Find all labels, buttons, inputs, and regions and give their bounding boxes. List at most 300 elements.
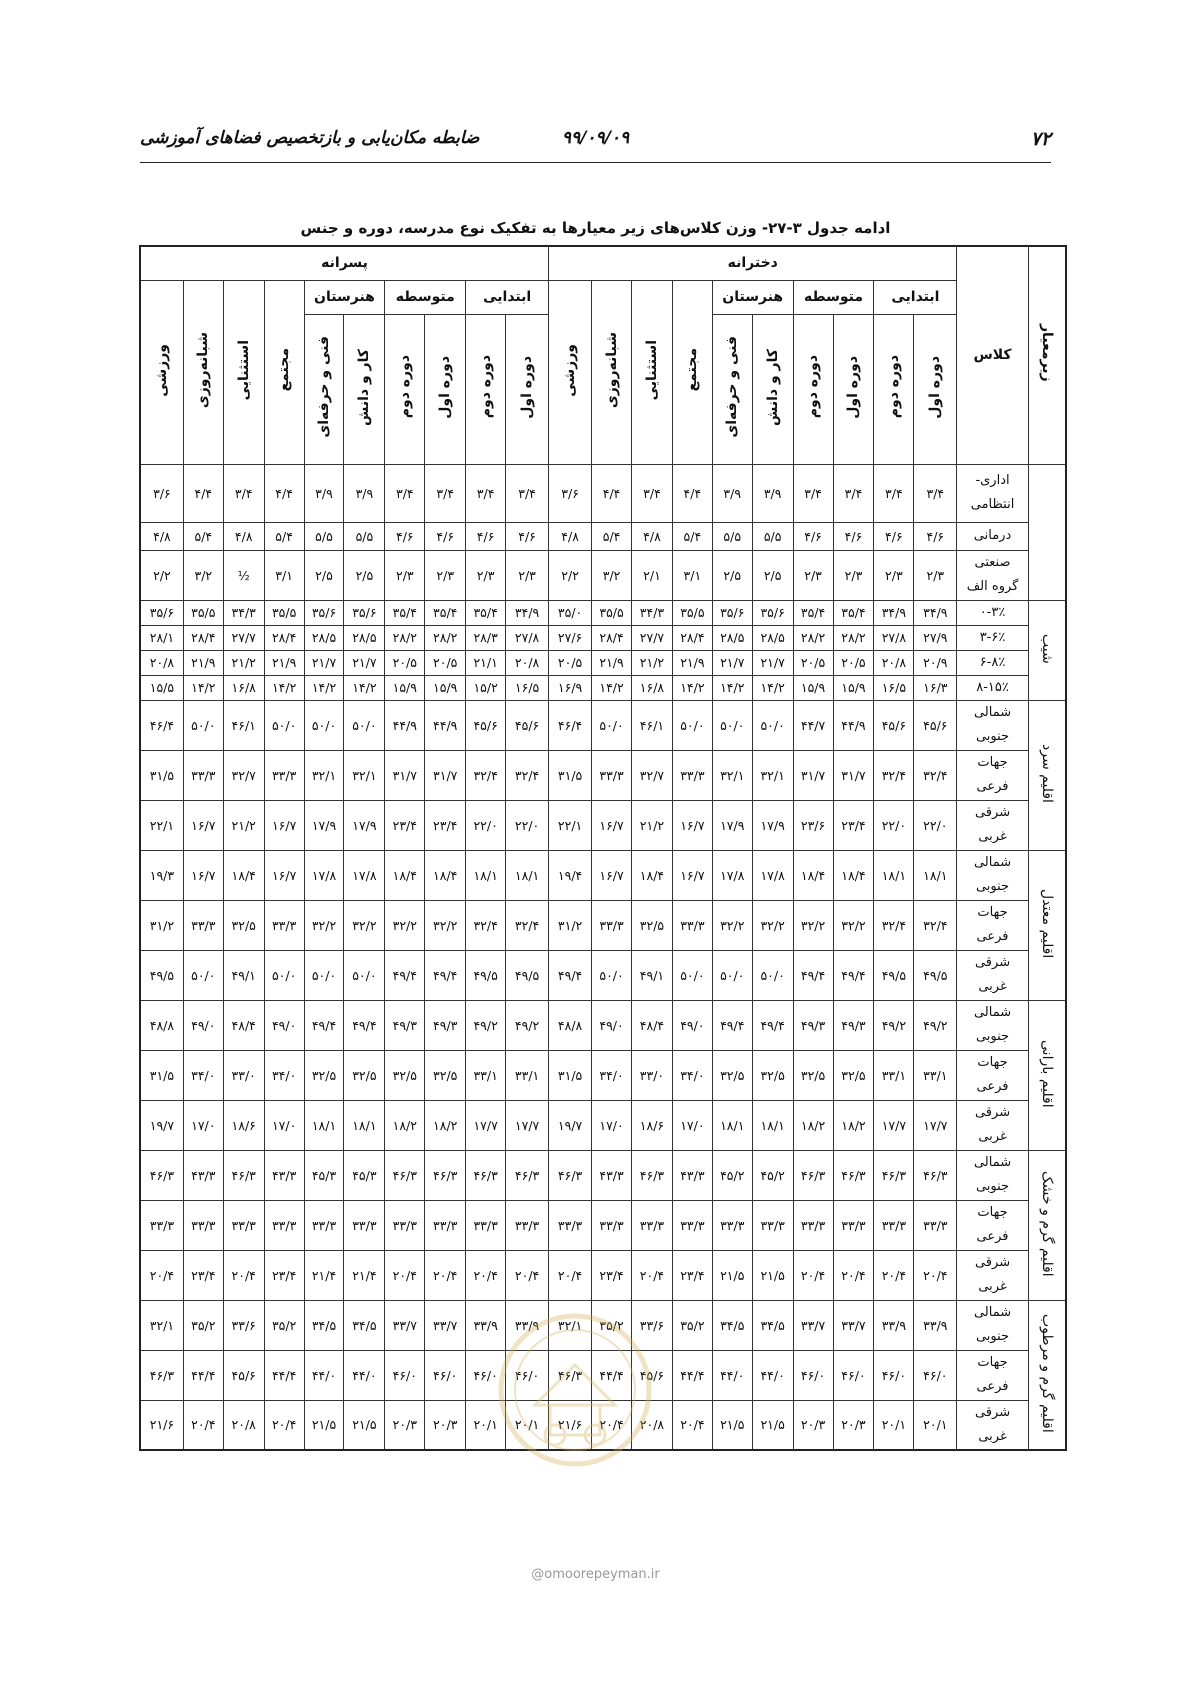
value-cell: ۱۶/۷ bbox=[264, 850, 304, 900]
value-cell: ۲۱/۲ bbox=[632, 800, 673, 850]
value-cell: ۱۷/۷ bbox=[466, 1100, 506, 1150]
class-label: شرقی غربی bbox=[957, 950, 1028, 1000]
value-cell: ۳/۴ bbox=[385, 464, 425, 522]
value-cell: ۳/۱ bbox=[672, 550, 712, 600]
value-cell: ۳۱/۲ bbox=[549, 900, 592, 950]
value-cell: ۲۰/۴ bbox=[914, 1250, 957, 1300]
value-cell: ۴۶/۳ bbox=[466, 1150, 506, 1200]
value-cell: ۳/۹ bbox=[344, 464, 385, 522]
value-cell: ۳۲/۲ bbox=[833, 900, 874, 950]
value-cell: ۳۳/۳ bbox=[140, 1200, 183, 1250]
table-row bbox=[140, 1000, 1066, 1050]
value-cell: ۲۸/۴ bbox=[264, 625, 304, 650]
value-cell: ۲۷/۸ bbox=[506, 625, 549, 650]
value-cell: ۴/۶ bbox=[833, 522, 874, 550]
value-cell: ۴/۸ bbox=[223, 522, 264, 550]
value-cell: ۴۴/۴ bbox=[672, 1350, 712, 1400]
value-cell: ۱۶/۷ bbox=[183, 800, 223, 850]
value-cell: ۳۲/۴ bbox=[874, 750, 914, 800]
value-cell: ۲۰/۴ bbox=[793, 1250, 833, 1300]
boys-exceptional-header bbox=[223, 280, 264, 464]
value-cell: ۴۹/۴ bbox=[833, 950, 874, 1000]
value-cell: ۴۹/۰ bbox=[592, 1000, 632, 1050]
value-cell: ۴۹/۴ bbox=[344, 1000, 385, 1050]
value-cell: ۱۷/۷ bbox=[874, 1100, 914, 1150]
value-cell: ۳۲/۲ bbox=[712, 900, 752, 950]
value-cell: ۵/۴ bbox=[592, 522, 632, 550]
value-cell: ۴۵/۶ bbox=[914, 700, 957, 750]
value-cell: ۳۳/۳ bbox=[632, 1200, 673, 1250]
value-cell: ۳۲/۵ bbox=[752, 1050, 793, 1100]
value-cell: ۲۱/۴ bbox=[304, 1250, 344, 1300]
value-cell: ۲۰/۳ bbox=[385, 1400, 425, 1450]
value-cell: ۳۳/۷ bbox=[385, 1300, 425, 1350]
value-cell: ۳۲/۵ bbox=[712, 1050, 752, 1100]
value-cell: ۳۲/۲ bbox=[425, 900, 466, 950]
value-cell: ۲۱/۹ bbox=[183, 650, 223, 675]
subcriteria-header bbox=[1028, 246, 1066, 464]
value-cell: ۳۲/۵ bbox=[385, 1050, 425, 1100]
value-cell: ½ bbox=[223, 550, 264, 600]
value-cell: ۴۹/۲ bbox=[914, 1000, 957, 1050]
group-cell bbox=[1028, 464, 1066, 600]
value-cell: ۴/۸ bbox=[140, 522, 183, 550]
group-label: اقلیم معتدل bbox=[1038, 888, 1055, 959]
value-cell: ۳۱/۷ bbox=[793, 750, 833, 800]
value-cell: ۳/۴ bbox=[223, 464, 264, 522]
value-cell: ۴۵/۳ bbox=[344, 1150, 385, 1200]
class-header: کلاس bbox=[957, 246, 1028, 464]
value-cell: ۳۲/۱ bbox=[304, 750, 344, 800]
class-label: شرقی غربی bbox=[957, 800, 1028, 850]
girls-exceptional-header bbox=[632, 280, 673, 464]
value-cell: ۴۶/۰ bbox=[425, 1350, 466, 1400]
value-cell: ۳۵/۲ bbox=[672, 1300, 712, 1350]
value-cell: ۳۵/۶ bbox=[712, 600, 752, 625]
value-cell: ۱۴/۲ bbox=[592, 675, 632, 700]
boys-subcol-header-0 bbox=[506, 314, 549, 464]
value-cell: ۳۳/۳ bbox=[506, 1200, 549, 1250]
value-cell: ۲۲/۱ bbox=[140, 800, 183, 850]
value-cell: ۳/۴ bbox=[506, 464, 549, 522]
value-cell: ۲۰/۸ bbox=[223, 1400, 264, 1450]
value-cell: ۲۳/۴ bbox=[425, 800, 466, 850]
value-cell: ۴۶/۳ bbox=[549, 1350, 592, 1400]
value-cell: ۳/۴ bbox=[874, 464, 914, 522]
value-cell: ۳۲/۷ bbox=[632, 750, 673, 800]
value-cell: ۳۲/۴ bbox=[914, 750, 957, 800]
value-cell: ۱۶/۷ bbox=[183, 850, 223, 900]
value-cell: ۳/۴ bbox=[793, 464, 833, 522]
value-cell: ۳۳/۳ bbox=[672, 1200, 712, 1250]
value-cell: ۲۷/۸ bbox=[874, 625, 914, 650]
value-cell: ۲۱/۷ bbox=[712, 650, 752, 675]
value-cell: ۱۶/۵ bbox=[874, 675, 914, 700]
table-caption: ادامه جدول ۳-۲۷- وزن کلاس‌های زیر معیارها به تفکیک نوع مدرسه، دوره و جنس bbox=[300, 219, 891, 237]
value-cell: ۲۱/۵ bbox=[712, 1250, 752, 1300]
value-cell: ۳/۶ bbox=[549, 464, 592, 522]
value-cell: ۴۶/۳ bbox=[632, 1150, 673, 1200]
value-cell: ۳۱/۷ bbox=[833, 750, 874, 800]
value-cell: ۲۰/۴ bbox=[385, 1250, 425, 1300]
value-cell: ۴۸/۸ bbox=[549, 1000, 592, 1050]
value-cell: ۲۰/۸ bbox=[874, 650, 914, 675]
value-cell: ۴۳/۳ bbox=[183, 1150, 223, 1200]
boys-middle-header: متوسطه bbox=[385, 280, 466, 314]
value-cell: ۴۴/۹ bbox=[425, 700, 466, 750]
class-label: درمانی bbox=[957, 522, 1028, 550]
value-cell: ۵/۴ bbox=[183, 522, 223, 550]
value-cell: ۴۶/۳ bbox=[833, 1150, 874, 1200]
value-cell: ۳۴/۰ bbox=[183, 1050, 223, 1100]
girls-subcol-header-text-4: کار و دانش bbox=[764, 348, 781, 426]
value-cell: ۴۶/۳ bbox=[874, 1150, 914, 1200]
value-cell: ۴/۶ bbox=[466, 522, 506, 550]
value-cell: ۳۳/۹ bbox=[506, 1300, 549, 1350]
value-cell: ۱۴/۲ bbox=[712, 675, 752, 700]
girls-subcol-header-text-2: دوره اول bbox=[845, 355, 862, 419]
girls-complex-header bbox=[672, 280, 712, 464]
value-cell: ۳۲/۱ bbox=[344, 750, 385, 800]
value-cell: ۲/۳ bbox=[466, 550, 506, 600]
value-cell: ۱۹/۴ bbox=[549, 850, 592, 900]
value-cell: ۲۱/۵ bbox=[712, 1400, 752, 1450]
value-cell: ۳۲/۵ bbox=[425, 1050, 466, 1100]
group-cell bbox=[1028, 600, 1066, 700]
value-cell: ۲/۳ bbox=[874, 550, 914, 600]
value-cell: ۲۱/۲ bbox=[223, 800, 264, 850]
table-row bbox=[140, 650, 1066, 675]
value-cell: ۲۸/۲ bbox=[425, 625, 466, 650]
value-cell: ۴۳/۳ bbox=[264, 1150, 304, 1200]
value-cell: ۱۸/۴ bbox=[223, 850, 264, 900]
boys-complex-header-text: مجتمع bbox=[276, 348, 293, 392]
class-label: شمالی جنوبی bbox=[957, 1000, 1028, 1050]
value-cell: ۲۳/۴ bbox=[833, 800, 874, 850]
value-cell: ۳/۲ bbox=[592, 550, 632, 600]
value-cell: ۴۳/۳ bbox=[592, 1150, 632, 1200]
value-cell: ۲۸/۱ bbox=[140, 625, 183, 650]
girls-complex-header-text: مجتمع bbox=[684, 348, 701, 392]
value-cell: ۲۸/۲ bbox=[793, 625, 833, 650]
value-cell: ۳۵/۵ bbox=[672, 600, 712, 625]
boys-boarding-header-text: شبانه‌روزی bbox=[195, 331, 212, 409]
value-cell: ۳۳/۳ bbox=[466, 1200, 506, 1250]
value-cell: ۴۹/۳ bbox=[833, 1000, 874, 1050]
value-cell: ۴۶/۴ bbox=[140, 700, 183, 750]
value-cell: ۴۴/۰ bbox=[304, 1350, 344, 1400]
value-cell: ۳۱/۵ bbox=[140, 1050, 183, 1100]
value-cell: ۲۱/۲ bbox=[223, 650, 264, 675]
value-cell: ۱۹/۳ bbox=[140, 850, 183, 900]
girls-vocational-header: هنرستان bbox=[712, 280, 793, 314]
girls-subcol-header-4 bbox=[752, 314, 793, 464]
header-row-level bbox=[140, 280, 1066, 314]
value-cell: ۳۳/۳ bbox=[672, 900, 712, 950]
value-cell: ۳۵/۴ bbox=[793, 600, 833, 625]
value-cell: ۱۶/۷ bbox=[592, 800, 632, 850]
girls-sports-header-text: ورزشی bbox=[562, 343, 579, 397]
value-cell: ۴۹/۱ bbox=[223, 950, 264, 1000]
table-row bbox=[140, 625, 1066, 650]
value-cell: ۳۱/۷ bbox=[425, 750, 466, 800]
value-cell: ۳۳/۰ bbox=[223, 1050, 264, 1100]
subcriteria-header-text: زیرمعیار bbox=[1038, 324, 1055, 383]
value-cell: ۴۵/۶ bbox=[466, 700, 506, 750]
value-cell: ۴۹/۲ bbox=[506, 1000, 549, 1050]
boys-subcol-header-text-1: دوره دوم bbox=[477, 355, 494, 419]
value-cell: ۲۰/۳ bbox=[793, 1400, 833, 1450]
value-cell: ۱۷/۹ bbox=[712, 800, 752, 850]
value-cell: ۴۹/۳ bbox=[793, 1000, 833, 1050]
value-cell: ۱۶/۸ bbox=[223, 675, 264, 700]
value-cell: ۴۹/۰ bbox=[264, 1000, 304, 1050]
value-cell: ۱۶/۹ bbox=[549, 675, 592, 700]
value-cell: ۴۴/۷ bbox=[793, 700, 833, 750]
value-cell: ۳۲/۴ bbox=[466, 900, 506, 950]
value-cell: ۲۷/۶ bbox=[549, 625, 592, 650]
value-cell: ۲۰/۳ bbox=[425, 1400, 466, 1450]
value-cell: ۲۱/۹ bbox=[264, 650, 304, 675]
value-cell: ۴۹/۵ bbox=[506, 950, 549, 1000]
value-cell: ۳۳/۳ bbox=[183, 750, 223, 800]
class-label: شرقی غربی bbox=[957, 1400, 1028, 1450]
value-cell: ۳۲/۲ bbox=[793, 900, 833, 950]
value-cell: ۳۲/۴ bbox=[874, 900, 914, 950]
value-cell: ۴۶/۰ bbox=[874, 1350, 914, 1400]
value-cell: ۳۳/۳ bbox=[425, 1200, 466, 1250]
value-cell: ۵۰/۰ bbox=[712, 700, 752, 750]
boys-sports-header bbox=[140, 280, 183, 464]
girls-subcol-header-3 bbox=[793, 314, 833, 464]
group-cell bbox=[1028, 1000, 1066, 1150]
boys-boarding-header bbox=[183, 280, 223, 464]
value-cell: ۱۸/۲ bbox=[793, 1100, 833, 1150]
table-row bbox=[140, 464, 1066, 522]
girls-subcol-header-1 bbox=[874, 314, 914, 464]
value-cell: ۲۰/۴ bbox=[264, 1400, 304, 1450]
value-cell: ۳۱/۵ bbox=[549, 1050, 592, 1100]
value-cell: ۴۴/۹ bbox=[833, 700, 874, 750]
group-cell bbox=[1028, 850, 1066, 1000]
value-cell: ۱۵/۵ bbox=[140, 675, 183, 700]
value-cell: ۳۳/۹ bbox=[914, 1300, 957, 1350]
value-cell: ۴۸/۴ bbox=[632, 1000, 673, 1050]
girls-subcol-header-text-0: دوره اول bbox=[927, 355, 944, 419]
value-cell: ۱۷/۹ bbox=[752, 800, 793, 850]
value-cell: ۲۳/۴ bbox=[385, 800, 425, 850]
class-label: جهات فرعی bbox=[957, 1050, 1028, 1100]
value-cell: ۴۹/۴ bbox=[712, 1000, 752, 1050]
group-label: اقلیم گرم و خشک bbox=[1038, 1170, 1055, 1277]
value-cell: ۱۷/۰ bbox=[264, 1100, 304, 1150]
value-cell: ۳۴/۵ bbox=[712, 1300, 752, 1350]
value-cell: ۴۹/۴ bbox=[793, 950, 833, 1000]
boys-subcol-header-text-3: دوره دوم bbox=[396, 355, 413, 419]
value-cell: ۳/۲ bbox=[183, 550, 223, 600]
table-row bbox=[140, 1150, 1066, 1200]
value-cell: ۲/۵ bbox=[752, 550, 793, 600]
value-cell: ۴۹/۴ bbox=[549, 950, 592, 1000]
value-cell: ۴۹/۰ bbox=[672, 1000, 712, 1050]
girls-subcol-header-text-1: دوره دوم bbox=[885, 355, 902, 419]
value-cell: ۲/۳ bbox=[506, 550, 549, 600]
value-cell: ۳۳/۷ bbox=[833, 1300, 874, 1350]
group-cell bbox=[1028, 1150, 1066, 1300]
value-cell: ۵/۵ bbox=[304, 522, 344, 550]
value-cell: ۴۶/۳ bbox=[793, 1150, 833, 1200]
value-cell: ۳۴/۰ bbox=[672, 1050, 712, 1100]
value-cell: ۱۸/۱ bbox=[874, 850, 914, 900]
value-cell: ۱۶/۵ bbox=[506, 675, 549, 700]
value-cell: ۲۷/۷ bbox=[632, 625, 673, 650]
value-cell: ۳۵/۰ bbox=[549, 600, 592, 625]
class-label: جهات فرعی bbox=[957, 1200, 1028, 1250]
value-cell: ۲/۵ bbox=[344, 550, 385, 600]
boys-subcol-header-2 bbox=[425, 314, 466, 464]
value-cell: ۲۲/۰ bbox=[874, 800, 914, 850]
value-cell: ۴۹/۵ bbox=[140, 950, 183, 1000]
value-cell: ۲/۳ bbox=[833, 550, 874, 600]
value-cell: ۴۹/۲ bbox=[466, 1000, 506, 1050]
value-cell: ۵/۴ bbox=[672, 522, 712, 550]
value-cell: ۳۴/۰ bbox=[264, 1050, 304, 1100]
value-cell: ۳/۹ bbox=[712, 464, 752, 522]
value-cell: ۵۰/۰ bbox=[672, 700, 712, 750]
boys-subcol-header-5 bbox=[304, 314, 344, 464]
value-cell: ۳۲/۴ bbox=[466, 750, 506, 800]
value-cell: ۲۱/۵ bbox=[344, 1400, 385, 1450]
value-cell: ۱۸/۱ bbox=[344, 1100, 385, 1150]
value-cell: ۳۲/۲ bbox=[304, 900, 344, 950]
value-cell: ۳۲/۲ bbox=[385, 900, 425, 950]
value-cell: ۳۳/۳ bbox=[304, 1200, 344, 1250]
value-cell: ۴۶/۳ bbox=[914, 1150, 957, 1200]
value-cell: ۴۹/۳ bbox=[425, 1000, 466, 1050]
group-label: اقلیم بارانی bbox=[1038, 1039, 1055, 1108]
value-cell: ۳۵/۴ bbox=[425, 600, 466, 625]
boys-vocational-header: هنرستان bbox=[304, 280, 385, 314]
value-cell: ۲۰/۴ bbox=[223, 1250, 264, 1300]
seal-watermark bbox=[495, 1310, 655, 1470]
value-cell: ۴/۸ bbox=[549, 522, 592, 550]
value-cell: ۱۸/۶ bbox=[223, 1100, 264, 1150]
value-cell: ۳۴/۵ bbox=[304, 1300, 344, 1350]
value-cell: ۴/۶ bbox=[793, 522, 833, 550]
value-cell: ۱۶/۸ bbox=[632, 675, 673, 700]
value-cell: ۴۶/۴ bbox=[549, 700, 592, 750]
class-label: شرقی غربی bbox=[957, 1100, 1028, 1150]
value-cell: ۲۳/۶ bbox=[793, 800, 833, 850]
value-cell: ۴/۶ bbox=[914, 522, 957, 550]
value-cell: ۲۰/۱ bbox=[914, 1400, 957, 1450]
class-label: صنعتی گروه الف bbox=[957, 550, 1028, 600]
value-cell: ۲/۲ bbox=[549, 550, 592, 600]
table-row bbox=[140, 750, 1066, 800]
value-cell: ۱۸/۱ bbox=[506, 850, 549, 900]
value-cell: ۵۰/۰ bbox=[592, 950, 632, 1000]
value-cell: ۳۳/۳ bbox=[833, 1200, 874, 1250]
value-cell: ۱۴/۲ bbox=[344, 675, 385, 700]
value-cell: ۲۲/۰ bbox=[914, 800, 957, 850]
value-cell: ۴۹/۵ bbox=[874, 950, 914, 1000]
value-cell: ۳۳/۶ bbox=[223, 1300, 264, 1350]
value-cell: ۱۷/۷ bbox=[506, 1100, 549, 1150]
value-cell: ۵۰/۰ bbox=[264, 700, 304, 750]
value-cell: ۲۰/۴ bbox=[183, 1400, 223, 1450]
value-cell: ۱۵/۹ bbox=[425, 675, 466, 700]
value-cell: ۵۰/۰ bbox=[752, 700, 793, 750]
value-cell: ۳۳/۳ bbox=[592, 750, 632, 800]
document-date: ۹۹/۰۹/۰۹ bbox=[561, 128, 630, 148]
value-cell: ۲۰/۸ bbox=[140, 650, 183, 675]
value-cell: ۲۸/۵ bbox=[752, 625, 793, 650]
value-cell: ۵۰/۰ bbox=[712, 950, 752, 1000]
value-cell: ۳۲/۱ bbox=[549, 1300, 592, 1350]
value-cell: ۴۳/۳ bbox=[672, 1150, 712, 1200]
value-cell: ۱۸/۶ bbox=[632, 1100, 673, 1150]
value-cell: ۳۳/۳ bbox=[672, 750, 712, 800]
value-cell: ۳/۹ bbox=[752, 464, 793, 522]
class-label: ۶-۸٪ bbox=[957, 650, 1028, 675]
value-cell: ۲۰/۹ bbox=[914, 650, 957, 675]
value-cell: ۲۱/۴ bbox=[344, 1250, 385, 1300]
value-cell: ۳۵/۴ bbox=[466, 600, 506, 625]
value-cell: ۱۷/۹ bbox=[304, 800, 344, 850]
value-cell: ۲۰/۵ bbox=[793, 650, 833, 675]
value-cell: ۳۲/۵ bbox=[344, 1050, 385, 1100]
value-cell: ۴۵/۶ bbox=[632, 1350, 673, 1400]
value-cell: ۴۶/۰ bbox=[833, 1350, 874, 1400]
value-cell: ۳۳/۳ bbox=[385, 1200, 425, 1250]
value-cell: ۱۴/۲ bbox=[304, 675, 344, 700]
value-cell: ۳۲/۵ bbox=[833, 1050, 874, 1100]
boys-subcol-header-3 bbox=[385, 314, 425, 464]
value-cell: ۲۸/۴ bbox=[592, 625, 632, 650]
value-cell: ۴۶/۰ bbox=[914, 1350, 957, 1400]
class-label: شمالی جنوبی bbox=[957, 1300, 1028, 1350]
value-cell: ۳۵/۶ bbox=[344, 600, 385, 625]
value-cell: ۴۴/۰ bbox=[712, 1350, 752, 1400]
value-cell: ۲/۳ bbox=[425, 550, 466, 600]
value-cell: ۲۸/۲ bbox=[833, 625, 874, 650]
value-cell: ۲۷/۹ bbox=[914, 625, 957, 650]
value-cell: ۳۵/۵ bbox=[592, 600, 632, 625]
value-cell: ۴۵/۶ bbox=[874, 700, 914, 750]
value-cell: ۴۶/۳ bbox=[140, 1350, 183, 1400]
boys-complex-header bbox=[264, 280, 304, 464]
value-cell: ۲۰/۴ bbox=[874, 1250, 914, 1300]
value-cell: ۳۳/۳ bbox=[549, 1200, 592, 1250]
value-cell: ۴۵/۲ bbox=[712, 1150, 752, 1200]
value-cell: ۱۸/۲ bbox=[425, 1100, 466, 1150]
value-cell: ۳/۱ bbox=[264, 550, 304, 600]
value-cell: ۳۳/۰ bbox=[632, 1050, 673, 1100]
value-cell: ۳۳/۷ bbox=[425, 1300, 466, 1350]
group-label: اقلیم گرم و مرطوب bbox=[1038, 1313, 1055, 1433]
value-cell: ۵۰/۰ bbox=[304, 700, 344, 750]
value-cell: ۲۰/۵ bbox=[425, 650, 466, 675]
value-cell: ۴۹/۵ bbox=[466, 950, 506, 1000]
value-cell: ۲۰/۱ bbox=[466, 1400, 506, 1450]
value-cell: ۲۱/۵ bbox=[752, 1250, 793, 1300]
table-row bbox=[140, 550, 1066, 600]
value-cell: ۴۹/۰ bbox=[183, 1000, 223, 1050]
value-cell: ۳۳/۹ bbox=[874, 1300, 914, 1350]
value-cell: ۳۴/۵ bbox=[344, 1300, 385, 1350]
value-cell: ۱۵/۹ bbox=[833, 675, 874, 700]
value-cell: ۲/۵ bbox=[712, 550, 752, 600]
